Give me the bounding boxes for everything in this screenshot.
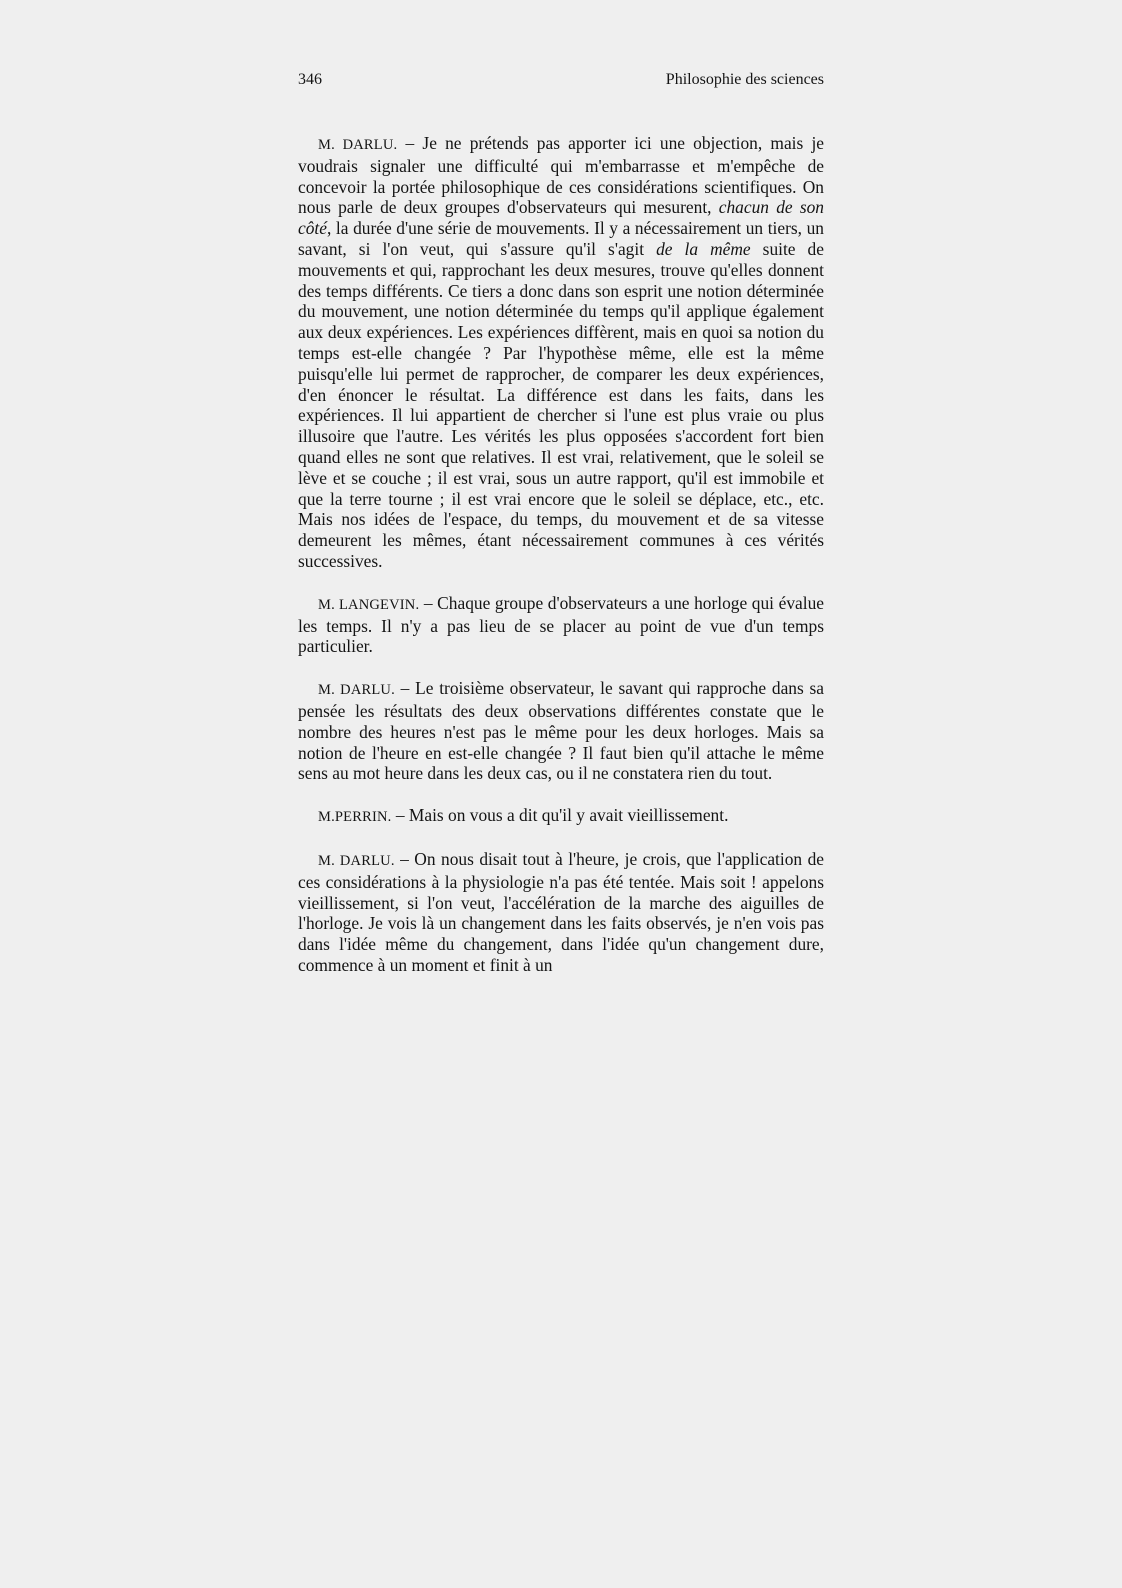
running-header — [298, 70, 824, 90]
speaker-name: M.PERRIN. — [318, 809, 392, 826]
paragraph-darlu-2 — [298, 678, 824, 784]
text-segment: – On nous disait tout à l'heure, je crois, que l'application de ces considérations à la physiologie n'a pas été tentée. Mais soit ! appelons vieillissement, si l'on veut, l'accélération de la marche des aiguilles de l'horloge. Je vois là un changement dans les faits observés, je n'en vois pas dans l'idée même du changement, dans l'idée qu'un changement dure, commence à un moment et finit à un — [298, 848, 824, 975]
speaker-name: M. LANGEVIN. — [318, 596, 420, 613]
text-segment: – Je ne prétends pas apporter ici une objection, mais je voudrais signaler une difficulté qui m'embarrasse et m'empêche de concevoir la portée philosophique de ces considérations scientifiques. On nous parle de deux groupes d'observateurs qui mesurent, — [298, 133, 825, 218]
text-segment: – Le troisième observateur, le savant qui rapproche dans sa pensée les résultats des deux observations différentes constate que le nombre des heures n'est pas le même pour les deux horloges. Mais sa notion de l'heure en est-elle changée ? Il faut bien qu'il attache le même sens au mot heure dans les deux cas, ou il ne constatera rien du tout. — [298, 678, 824, 784]
text-segment: suite de mouvements et qui, rapprochant les deux mesures, trouve qu'elles donnent des temps différents. Ce tiers a donc dans son esprit une notion déterminée du mouvement, une notion déterminée du temps qu'il applique également aux deux expériences. Les expériences diffèrent, mais en quoi sa notion du temps est-elle changée ? Par l'hypothèse même, elle est la même puisqu'elle lui permet de rapprocher, de comparer les deux expériences, d'en énoncer le résultat. La différence est dans les faits, dans les expériences. Il lui appartient de chercher si l'une est plus vraie ou plus illusoire que l'autre. Les vérités les plus opposées s'accordent fort bien quand elles ne sont que relatives. Il est vrai, relativement, que le soleil se lève et se couche ; il est vrai, sous un autre rapport, qu'il est immobile et que la terre tourne ; il est vrai encore que le soleil se déplace, etc., etc. Mais nos idées de l'espace, du temps, du mouvement et de sa vitesse demeurent les mêmes, étant nécessairement communes à ces vérités successives. — [298, 238, 824, 571]
paragraph-darlu-3 — [298, 849, 824, 976]
text-segment: – Chaque groupe d'observateurs a une horloge qui évalue les temps. Il n'y a pas lieu de se placer au point de vue d'un temps particulier. — [298, 592, 824, 657]
speaker-name: M. DARLU. — [318, 137, 398, 153]
dialogue-text — [298, 133, 824, 976]
paragraph-langevin — [298, 593, 824, 657]
paragraph-darlu-1 — [298, 133, 824, 572]
italic-segment: de la même — [656, 238, 751, 259]
text-segment: , la durée d'une série de mouvements. Il y a nécessairement un tiers, un savant, si l'on veut, qui s'assure qu'il s'agit — [298, 218, 824, 259]
italic-segment: chacun de son côté — [298, 197, 824, 239]
text-segment: – Mais on vous a dit qu'il y avait vieillissement. — [391, 805, 729, 826]
paragraph-perrin — [298, 805, 824, 828]
speaker-name: M. DARLU. — [318, 682, 395, 699]
speaker-name: M. DARLU. — [318, 852, 395, 869]
page-number: 346 — [298, 71, 322, 88]
running-title: Philosophie des sciences — [665, 71, 824, 88]
